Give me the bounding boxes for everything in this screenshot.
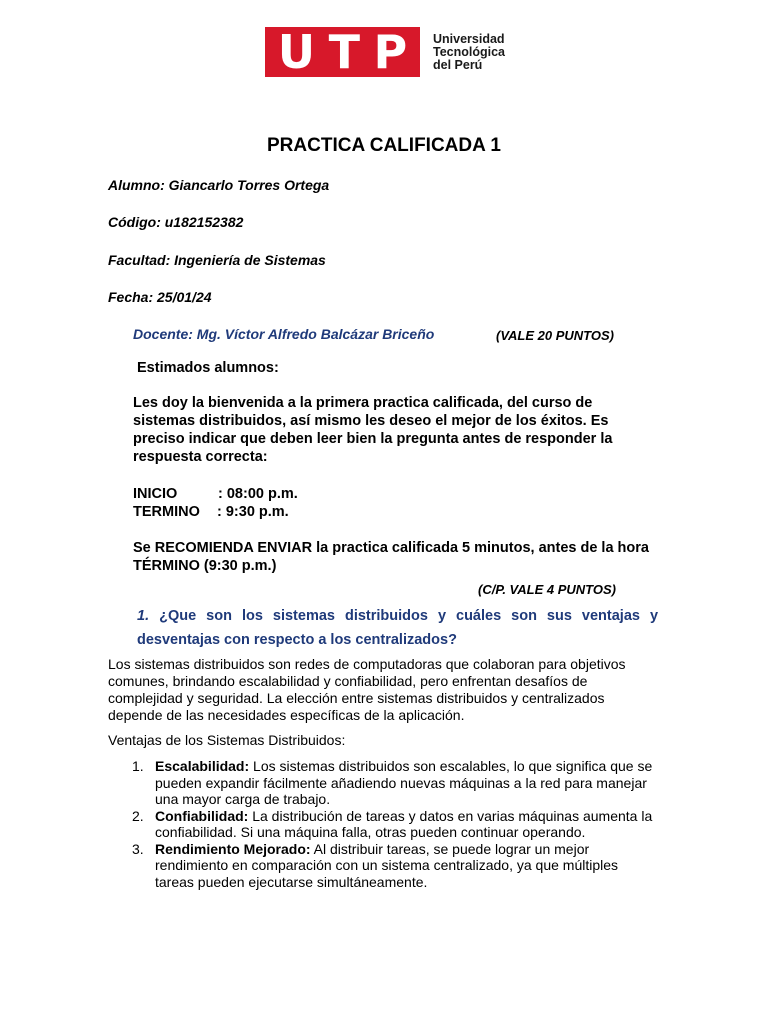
answer-paragraph: Los sistemas distribuidos son redes de computadoras que colaboran para objetivos comunes, brindando escalabilidad y confiabilidad, pero enfrentan desafíos de complejidad y seguridad. La elección entre sistemas distribuidos y centralizados depende de las necesidades específicas de la aplicación. bbox=[108, 656, 626, 723]
list-item bbox=[108, 758, 658, 808]
list-item bbox=[108, 841, 658, 891]
list-item bbox=[108, 808, 658, 841]
ventajas-title: Ventajas de los Sistemas Distribuidos: bbox=[108, 732, 346, 748]
list-item-number: 1. bbox=[132, 758, 144, 774]
logo-letter-p: P bbox=[373, 25, 408, 79]
list-item-number: 3. bbox=[132, 840, 144, 857]
codigo-field: Código: u182152382 bbox=[108, 214, 244, 230]
list-item-term: Escalabilidad: bbox=[155, 758, 250, 774]
greeting: Estimados alumnos: bbox=[137, 360, 279, 376]
list-item-term: Confiabilidad: bbox=[155, 807, 249, 824]
fecha-field: Fecha: 25/01/24 bbox=[108, 289, 212, 305]
logo-letter-u: U bbox=[277, 25, 316, 79]
welcome-paragraph: Les doy la bienvenida a la primera practica calificada, del curso de sistemas distribuidos, así mismo les deseo el mejor de los éxitos. Es preciso indicar que deben leer bien la pregunta antes de responder la respuesta correcta: bbox=[133, 395, 613, 465]
vale-4-puntos: (C/P. VALE 4 PUNTOS) bbox=[478, 582, 616, 597]
page-title: PRACTICA CALIFICADA 1 bbox=[267, 135, 501, 156]
utp-logo bbox=[265, 27, 505, 77]
logo-line-1: Universidad bbox=[433, 31, 505, 46]
inicio-value: : 08:00 p.m. bbox=[218, 486, 298, 502]
ventajas-list bbox=[108, 758, 658, 890]
alumno-field: Alumno: Giancarlo Torres Ortega bbox=[108, 177, 330, 193]
utp-logo-mark bbox=[265, 27, 420, 77]
schedule-termino bbox=[133, 503, 289, 521]
logo-letter-t: T bbox=[328, 25, 360, 79]
logo-line-2: Tecnológica bbox=[433, 44, 506, 59]
inicio-label: INICIO bbox=[133, 486, 178, 502]
question-number: 1. bbox=[137, 608, 150, 624]
list-item-text: La distribución de tareas y datos en varias máquinas aumenta la confiabilidad. Si una máquina falla, otras pueden continuar operando. bbox=[155, 807, 653, 840]
termino-label: TERMINO bbox=[133, 504, 200, 520]
recommendation: Se RECOMIENDA ENVIAR la practica calificada 5 minutos, antes de la hora TÉRMINO (9:30 p.m.) bbox=[133, 540, 649, 574]
list-item-number: 2. bbox=[132, 807, 144, 824]
logo-wordmark bbox=[433, 33, 505, 72]
facultad-field: Facultad: Ingeniería de Sistemas bbox=[108, 252, 326, 268]
termino-value: : 9:30 p.m. bbox=[217, 504, 289, 520]
question-text: ¿Que son los sistemas distribuidos y cuáles son sus ventajas y desventajas con respecto a los centralizados? bbox=[137, 608, 659, 648]
docente-line: Docente: Mg. Víctor Alfredo Balcázar Briceño bbox=[133, 326, 435, 342]
question-1 bbox=[137, 604, 658, 652]
list-item-term: Rendimiento Mejorado: bbox=[155, 840, 311, 857]
list-item-text: Al distribuir tareas, se puede lograr un mejor rendimiento en comparación con un sistema centralizado, ya que múltiples tareas pueden ejecutarse simultáneamente. bbox=[155, 840, 619, 890]
logo-line-3: del Perú bbox=[433, 57, 483, 72]
list-item-text: Los sistemas distribuidos son escalables, lo que significa que se pueden expandir fácilmente añadiendo nuevas máquinas a la red para manejar una mayor carga de trabajo. bbox=[155, 758, 653, 807]
vale-20-puntos: (VALE 20 PUNTOS) bbox=[496, 328, 614, 343]
schedule-inicio bbox=[133, 485, 298, 503]
